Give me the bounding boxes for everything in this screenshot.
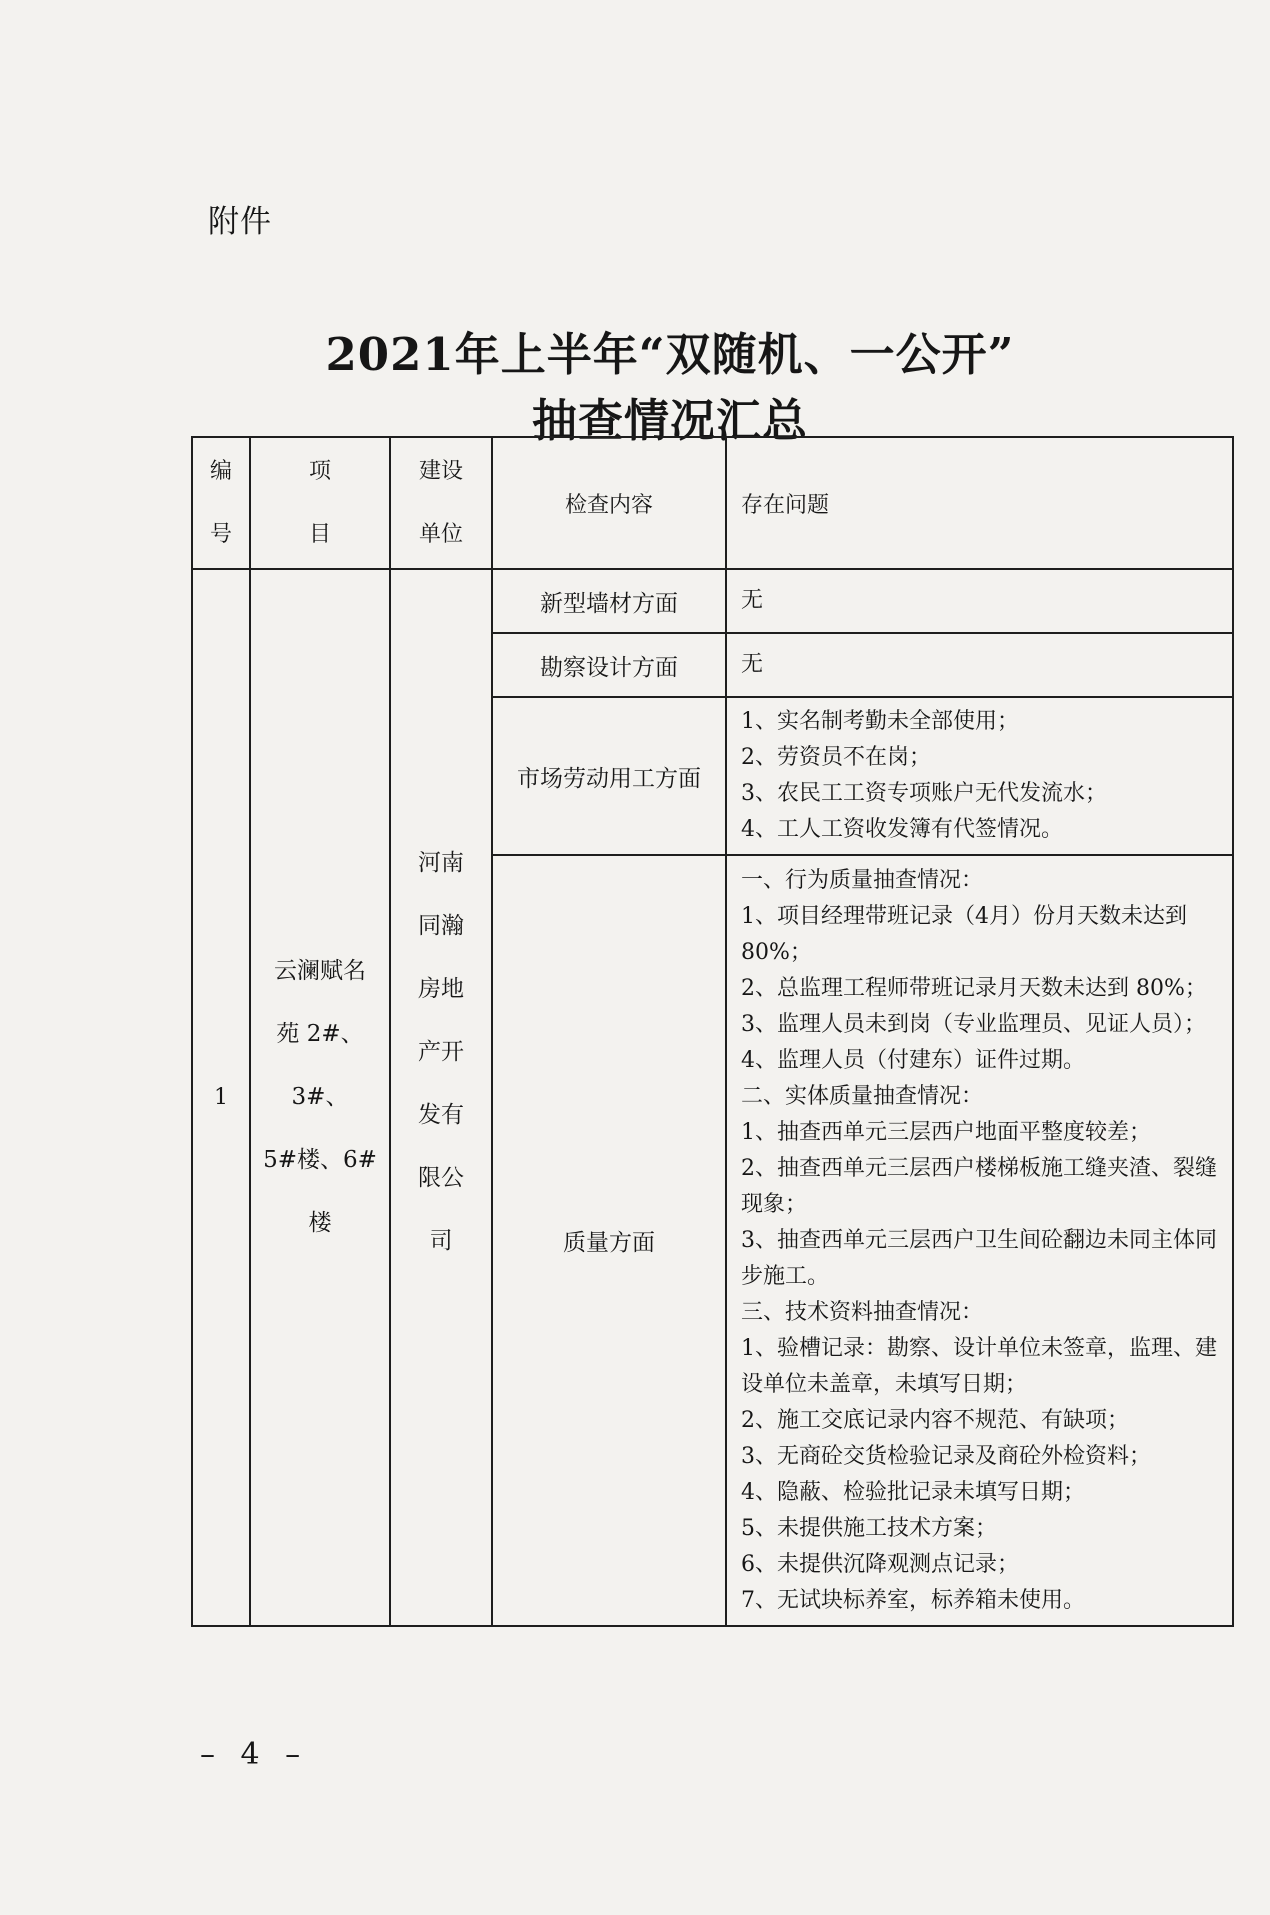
- unit-line: 河南: [418, 850, 464, 876]
- attachment-label: 附件: [208, 204, 272, 240]
- header-unit: [390, 437, 492, 569]
- unit-line: 房地: [418, 976, 464, 1002]
- issue-item: 1、项目经理带班记录（4月）份月天数未达到80%；: [741, 903, 1187, 965]
- header-issues: 存在问题: [726, 437, 1233, 569]
- unit-line: 限公: [418, 1165, 464, 1191]
- issue-item: 无: [741, 588, 764, 613]
- aspect-survey-design: 勘察设计方面: [492, 633, 726, 697]
- issue-item: 3、农民工工资专项账户无代发流水；: [741, 781, 1107, 806]
- issue-item: 5、未提供施工技术方案；: [741, 1515, 997, 1541]
- record-number: 1: [192, 569, 250, 1626]
- unit-line: 发有: [418, 1102, 464, 1128]
- table-row: [192, 569, 1233, 633]
- project-line: 5#楼、6#: [263, 1147, 377, 1173]
- header-unit-line1: 建设: [418, 459, 463, 484]
- issue-item: 1、抽查西单元三层西户地面平整度较差；: [741, 1119, 1151, 1145]
- header-project-line1: 项: [308, 459, 331, 484]
- aspect-labor: 市场劳动用工方面: [492, 697, 726, 855]
- project-line: 云澜赋名: [274, 958, 366, 984]
- page-number: – 4 –: [200, 1737, 309, 1772]
- record-unit: [390, 569, 492, 1626]
- issue-item: 2、施工交底记录内容不规范、有缺项；: [741, 1407, 1129, 1433]
- issue-item: 3、监理人员未到岗（专业监理员、见证人员）；: [741, 1011, 1206, 1037]
- unit-line: 产开: [418, 1039, 464, 1065]
- header-project: [250, 437, 390, 569]
- document-title-line2: 抽查情况汇总: [531, 394, 808, 447]
- header-unit-line2: 单位: [418, 522, 463, 547]
- record-project: [250, 569, 390, 1626]
- issue-item: 4、监理人员（付建东）证件过期。: [741, 1047, 1085, 1073]
- unit-line: 同瀚: [418, 913, 464, 939]
- header-project-line2: 目: [308, 522, 331, 547]
- unit-line: 司: [429, 1228, 453, 1254]
- aspect-wall-materials: 新型墙材方面: [492, 569, 726, 633]
- header-number-line1: 编: [209, 459, 232, 484]
- issues-labor: [726, 697, 1233, 855]
- project-line: 楼: [308, 1210, 332, 1236]
- header-content: 检查内容: [492, 437, 726, 569]
- header-number: [192, 437, 250, 569]
- issue-item: 1、验槽记录：勘察、设计单位未签章，监理、建设单位未盖章，未填写日期；: [741, 1335, 1217, 1397]
- inspection-summary-table: [191, 436, 1234, 1627]
- table-header-row: [192, 437, 1233, 569]
- issues-quality: [726, 855, 1233, 1626]
- issues-wall-materials: [726, 569, 1233, 633]
- issue-item: 2、总监理工程师带班记录月天数未达到 80%；: [741, 975, 1207, 1001]
- issue-item: 二、实体质量抽查情况：: [741, 1083, 984, 1109]
- aspect-quality: 质量方面: [492, 855, 726, 1626]
- issue-item: 1、实名制考勤未全部使用；: [741, 709, 1019, 734]
- issue-item: 2、劳资员不在岗；: [741, 745, 931, 770]
- issues-survey-design: [726, 633, 1233, 697]
- issue-item: 3、抽查西单元三层西户卫生间砼翻边未同主体同步施工。: [741, 1227, 1217, 1289]
- project-line: 苑 2#、3#、: [276, 1021, 364, 1110]
- issue-item: 7、无试块标养室，标养箱未使用。: [741, 1587, 1085, 1613]
- header-number-line2: 号: [209, 522, 232, 547]
- issue-item: 三、技术资料抽查情况：: [741, 1299, 984, 1325]
- issue-item: 6、未提供沉降观测点记录；: [741, 1551, 1019, 1577]
- issue-item: 4、隐蔽、检验批记录未填写日期；: [741, 1479, 1085, 1505]
- issue-item: 3、无商砼交货检验记录及商砼外检资料；: [741, 1443, 1151, 1469]
- issue-item: 4、工人工资收发簿有代签情况。: [741, 817, 1063, 842]
- document-title-line1: 2021年上半年“双随机、一公开”: [325, 328, 1015, 381]
- issue-item: 2、抽查西单元三层西户楼梯板施工缝夹渣、裂缝现象；: [741, 1155, 1217, 1217]
- issue-item: 一、行为质量抽查情况：: [741, 867, 984, 893]
- issue-item: 无: [741, 652, 764, 677]
